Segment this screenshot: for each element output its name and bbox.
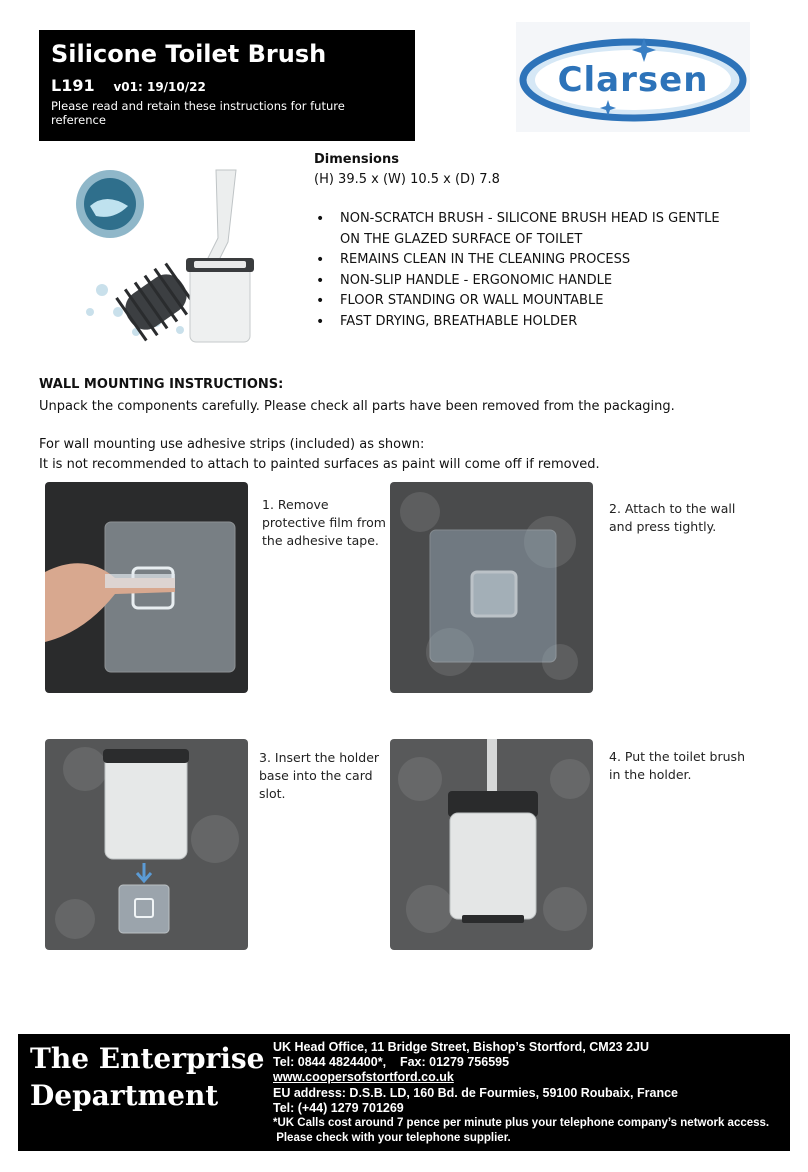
step-3-text — [259, 749, 379, 803]
wall-mounting-heading: WALL MOUNTING INSTRUCTIONS: — [39, 377, 284, 392]
step-1-line: the adhesive tape. — [262, 533, 379, 548]
step-4-image — [390, 739, 593, 950]
step-3-image — [45, 739, 248, 950]
footer-bar — [18, 1034, 790, 1151]
head-office-address: UK Head Office, 11 Bridge Street, Bishop’s Stortford, CM23 2JU — [273, 1040, 650, 1054]
eu-tel: Tel: (+44) 1279 701269 — [273, 1100, 404, 1115]
header-box — [39, 30, 415, 141]
website-link[interactable]: www.coopersofstortford.co.uk — [273, 1070, 454, 1085]
step-2-line: and press tightly. — [609, 519, 717, 534]
feature-text: • REMAINS CLEAN IN THE CLEANING PROCESS — [340, 252, 631, 267]
unpack-text: Unpack the components carefully. Please check all parts have been removed from the packaging. — [39, 399, 675, 414]
step-2-line: 2. Attach to the wall — [609, 501, 736, 516]
department-line: The Enterprise — [30, 1042, 265, 1075]
step-1-line: 1. Remove — [262, 497, 329, 512]
step-4-line: in the holder. — [609, 767, 692, 782]
painted-warning-text: It is not recommended to attach to painted surfaces as paint will come off if removed. — [39, 457, 600, 472]
product-code: L191 — [51, 76, 95, 95]
document-title: Silicone Toilet Brush — [51, 40, 327, 68]
step-4-line: 4. Put the toilet brush — [609, 749, 745, 764]
clarsen-logo — [516, 22, 750, 132]
feature-item — [314, 250, 774, 271]
feature-list — [314, 209, 774, 332]
step-2-image — [390, 482, 593, 693]
logo-wordmark: Clarsen — [557, 60, 709, 100]
feature-text: • NON-SLIP HANDLE - ERGONOMIC HANDLE — [340, 272, 613, 288]
step-3-line: slot. — [259, 786, 286, 801]
call-cost-note-2: Please check with your telephone supplier. — [273, 1131, 511, 1144]
tel-fax: Tel: 0844 4824400*, Fax: 01279 756595 — [273, 1055, 510, 1070]
step-2-text — [609, 500, 735, 536]
step-3-line: 3. Insert the holder — [259, 750, 380, 765]
feature-item — [314, 312, 774, 333]
dimensions-block — [314, 150, 784, 190]
eu-address: EU address: D.S.B. LD, 160 Bd. de Fourmies, 59100 Roubaix, France — [273, 1085, 678, 1100]
retain-note: Please read and retain these instructions for future reference — [51, 99, 345, 127]
feature-text: • FLOOR STANDING OR WALL MOUNTABLE — [340, 293, 604, 308]
version-label: v01: 19/10/22 — [113, 80, 206, 94]
step-1-text — [262, 496, 386, 550]
step-3-line: base into the card — [259, 768, 373, 783]
department-line: Department — [30, 1079, 219, 1112]
feature-text: • NON-SCRATCH BRUSH - SILICONE BRUSH HEAD IS GENTLE — [340, 211, 720, 226]
step-1-line: protective film from — [262, 515, 386, 530]
feature-item — [314, 271, 774, 292]
step-1-image — [45, 482, 248, 693]
department-name — [30, 1040, 270, 1114]
feature-text: • FAST DRYING, BREATHABLE HOLDER — [340, 313, 578, 329]
step-4-text — [609, 748, 745, 784]
feature-text: ON THE GLAZED SURFACE OF TOILET — [340, 231, 583, 247]
dimensions-title: Dimensions — [314, 152, 399, 167]
feature-item — [314, 291, 774, 312]
adhesive-text: For wall mounting use adhesive strips (included) as shown: — [39, 437, 425, 452]
contact-block — [273, 1040, 788, 1145]
call-cost-note: *UK Calls cost around 7 pence per minute plus your telephone company’s network access. — [273, 1117, 770, 1130]
feature-item — [314, 209, 774, 250]
code-line — [51, 76, 403, 95]
product-image — [66, 162, 274, 348]
dimensions-value: (H) 39.5 x (W) 10.5 x (D) 7.8 — [314, 172, 500, 187]
